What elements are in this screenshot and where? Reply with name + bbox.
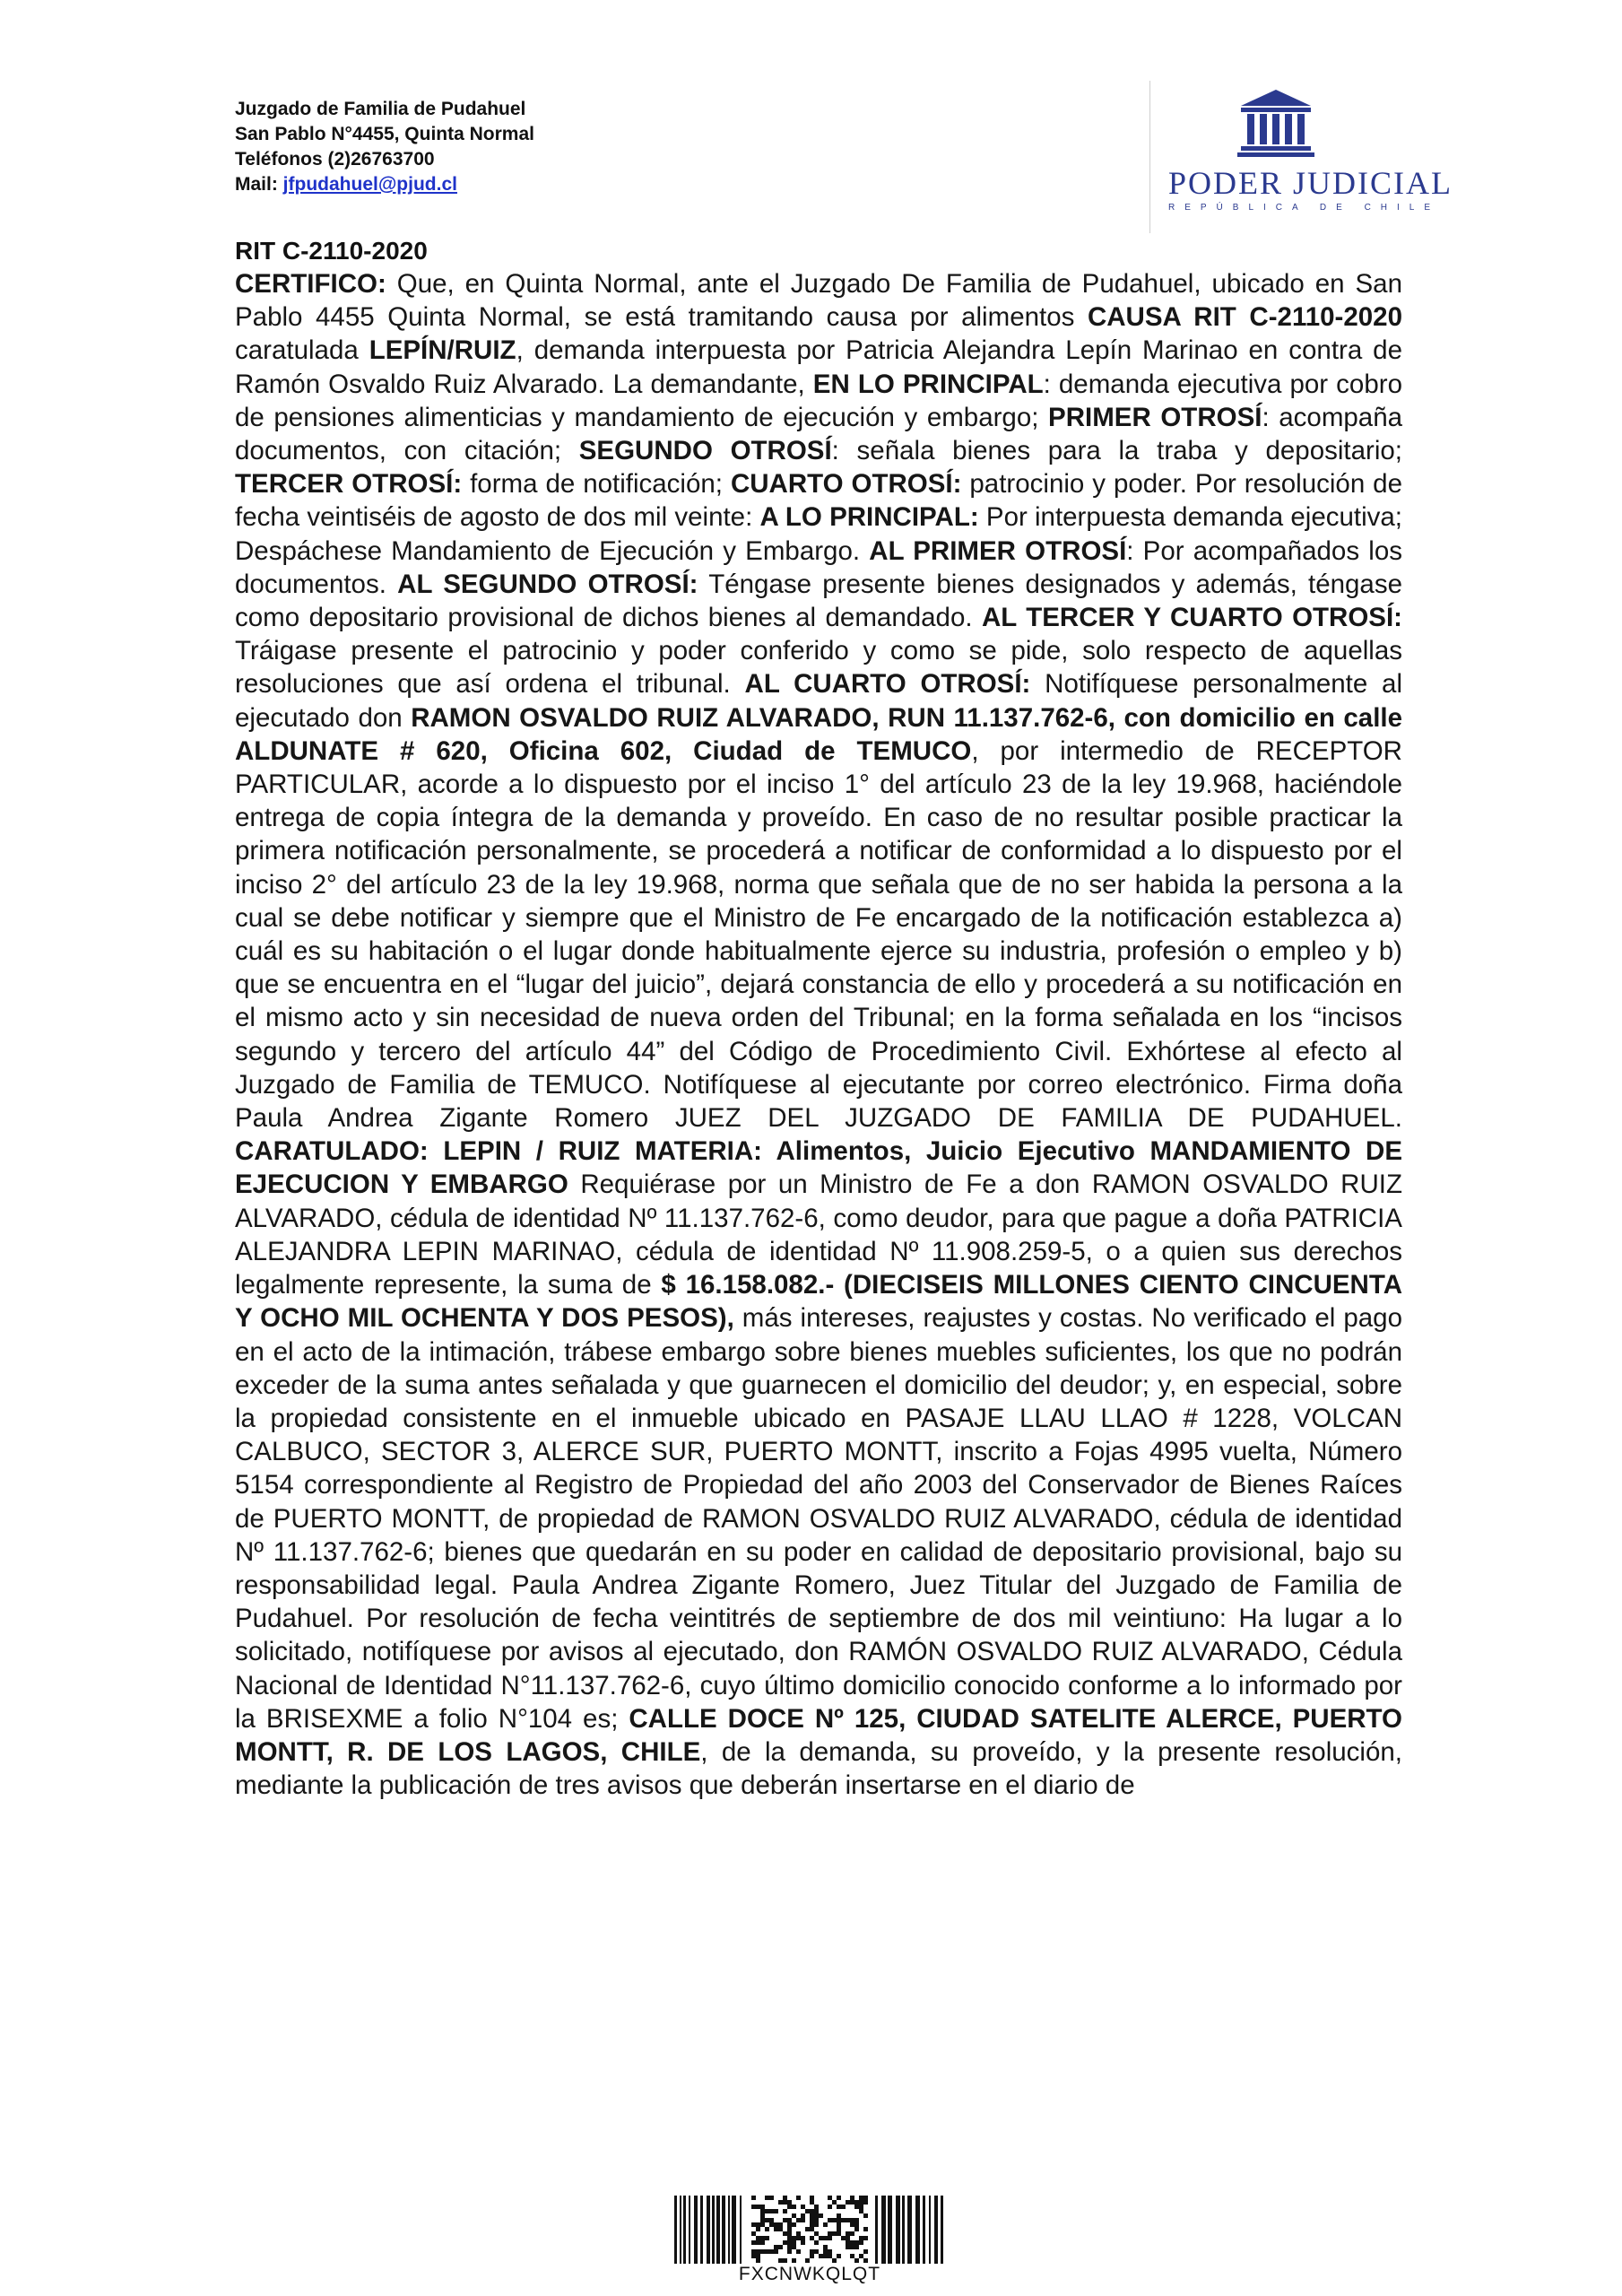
barcode-bar [769,2222,774,2227]
barcode-bar [907,2196,912,2264]
barcode-bar [774,2209,778,2213]
barcode-bar [828,2218,832,2222]
barcode-bar [810,2218,814,2222]
barcode-bar [859,2205,863,2209]
barcode-bar [837,2196,841,2200]
barcode-bar [832,2231,837,2236]
barcode-bar [859,2254,863,2258]
barcode-bar [837,2205,841,2209]
section-label: A LO PRINCIPAL: [759,502,979,533]
mail-label: Mail: [235,174,283,195]
barcode-bar [760,2218,765,2222]
barcode-bar [854,2205,859,2209]
barcode-bar [846,2218,850,2222]
barcode-bar [751,2240,756,2245]
barcode-bar [787,2227,792,2231]
barcode-bar [787,2245,792,2249]
court-mail [235,172,534,197]
barcode-bar [751,2196,756,2200]
section-label: EN LO PRINCIPAL [812,369,1044,399]
barcode-bar [774,2249,778,2254]
barcode-bar [854,2227,859,2231]
barcode-bar [814,2249,819,2254]
barcode-bar [841,2205,846,2209]
defendant-address: CALLE DOCE Nº 125, CIUDAD SATELITE ALERCE, PUERTO MONTT, R. DE LOS LAGOS, CHILE [235,1703,1402,1767]
barcode-bar [846,2240,850,2245]
barcode-bar [778,2200,783,2205]
body-text: : demanda ejecutiva por cobro de pensiones alimenticias y mandamiento de ejecución y embargo; [235,369,1402,432]
barcode-bar [841,2218,846,2222]
section-label: AL PRIMER OTROSÍ [869,535,1127,566]
barcode-bar [810,2227,814,2231]
body-text: Notifíquese personalmente al ejecutado don [235,669,1403,733]
barcode-bar [915,2196,920,2264]
barcode-bar [810,2196,814,2200]
amount-owed: $ 16.158.082.- (DIECISEIS MILLONES CIENTO CINCUENTA Y OCHO MIL OCHENTA Y DOS PESOS), [235,1270,1402,1334]
barcode-bar [863,2196,868,2200]
barcode-bar [850,2231,854,2236]
section-label: AL SEGUNDO OTROSÍ: [397,569,698,599]
barcode-bar [778,2258,783,2263]
body-text: , demanda interpuesta por Patricia Alejandra Lepín Marinao en contra de Ramón Osvaldo Ruiz Alvarado. La demandante, [235,335,1402,399]
barcode-bar [854,2222,859,2227]
body-text: Por interpuesta demanda ejecutiva; Despáchese Mandamiento de Ejecución y Embargo. [235,502,1403,566]
barcode-bar [832,2200,837,2205]
barcode-bar [756,2205,760,2209]
defendant-details: RAMON OSVALDO RUIZ ALVARADO, RUN 11.137.762-6, con domicilio en calle ALDUNATE # 620, Oficina 602, Ciudad de TEMUCO [235,702,1402,766]
barcode-bar [760,2240,765,2245]
barcode-bar [707,2196,710,2264]
barcode-bar [823,2254,828,2258]
barcode-bar [787,2205,792,2209]
barcode-bar [810,2200,814,2205]
barcode-bar [783,2231,787,2236]
barcode-bar [828,2249,832,2254]
barcode-bar [765,2218,769,2222]
body-text: Que, en Quinta Normal, ante el Juzgado De Familia de Pudahuel, ubicado en San Pablo 4455 Quinta Normal, se está tramitando causa por alimentos [235,269,1402,333]
barcode-bar [700,2196,703,2264]
body-text: : Por acompañados los documentos. [235,535,1402,599]
barcode-bar [787,2200,792,2205]
barcode-bar [941,2196,943,2264]
barcode-bar [778,2222,783,2227]
section-label: PRIMER OTROSÍ [1048,402,1262,432]
barcode-bar [819,2236,823,2240]
body-text: : señala bienes para la traba y depositario; [831,436,1402,466]
section-label: TERCER OTROSÍ: [235,469,463,500]
barcode-bar [756,2258,760,2263]
barcode-bar [814,2205,819,2209]
poder-judicial-logo [1149,81,1453,233]
barcode-bar [934,2196,938,2264]
barcode-bar [837,2227,841,2231]
barcode-bar [787,2249,792,2254]
barcode-bar [801,2240,805,2245]
logo-name: PODER JUDICIAL [1168,165,1453,201]
barcode-bar [783,2209,787,2213]
barcode-bar [863,2200,868,2205]
body-text: , por intermedio de RECEPTOR PARTICULAR, acorde a lo dispuesto por el inciso 1° del artículo 23 de la ley 19.968, haciéndole entrega de copia íntegra de la demanda y proveído. En caso de no resultar posible practicar la primera notificación personalmente, se procederá a notificar de conformidad a lo dispuesto por el inciso 2° del artículo 23 de la ley 19.968, norma que señala que de no ser habida la persona a la cual se debe notificar y siempre que el Ministro de Fe encargado de la notificación establezca a) cuál es su habitación o el lugar donde habitualmente ejerce su industria, profesión o empleo y b) que se encuentra en el “lugar del juicio”, dejará constancia de ello y procederá a su notificación en el mismo acto y sin necesidad de nueva orden del Tribunal; en la forma señalada en los “incisos segundo y tercero del artículo 44” del Código de Procedimiento Civil. Exhórtese al efecto al Juzgado de Familia de TEMUCO. Notifíquese al ejecutante por correo electrónico. Firma doña Paula Andrea Zigante Romero JUEZ DEL JUZGADO DE FAMILIA DE PUDAHUEL. [235,735,1402,1134]
barcode-bar [751,2231,756,2236]
barcode-bar [760,2213,765,2218]
barcode-bar [850,2222,854,2227]
barcode-bar [810,2249,814,2254]
barcode-bar [760,2209,765,2213]
barcode-bar [810,2222,814,2227]
barcode-bar [783,2240,787,2245]
barcode-bar [859,2200,863,2205]
barcode-bar [823,2249,828,2254]
barcode-bar [837,2254,841,2258]
barcode-bar [787,2236,792,2240]
barcode-bar [854,2200,859,2205]
barcode-bar [923,2196,925,2264]
barcode-bar [846,2236,850,2240]
barcode-bar [801,2205,805,2209]
certificate-body [235,267,1402,1802]
court-address: San Pablo N°4455, Quinta Normal [235,124,534,144]
barcode-bar [846,2231,850,2236]
barcode-bar [801,2213,805,2218]
barcode-bar [769,2249,774,2254]
barcode-bar [810,2254,814,2258]
barcode-bar [796,2231,801,2236]
certifico-label: CERTIFICO: [235,269,386,299]
barcode-bar [765,2196,769,2200]
barcode-bar [875,2196,878,2264]
barcode-bar [774,2227,778,2231]
barcode-bar [805,2258,810,2263]
section-label: AL CUARTO OTROSÍ: [744,669,1031,700]
barcode-bar [787,2218,792,2222]
barcode-bar [683,2196,686,2264]
barcode-bar [801,2236,805,2240]
barcode-bar [837,2231,841,2236]
barcode-bar [787,2222,792,2227]
barcode-bar [814,2218,819,2222]
barcode-bar [760,2236,765,2240]
barcode-bar [828,2205,832,2209]
barcode-bar [792,2245,796,2249]
barcode-bar [796,2218,801,2222]
barcode-bar [810,2209,814,2213]
barcode-bar [756,2227,760,2231]
barcode-bar [765,2227,769,2231]
barcode-bar [756,2236,760,2240]
barcode-bar [805,2209,810,2213]
barcode-bar [751,2254,756,2258]
barcode-bar [888,2196,892,2264]
barcode-bar [854,2218,859,2222]
barcode-bar [728,2196,730,2264]
barcode-bar [837,2213,841,2218]
courthouse-icon [1236,86,1316,158]
barcode-bar [792,2258,796,2263]
barcode-bar [732,2196,736,2264]
barcode-bar [801,2218,805,2222]
barcode-bar [814,2240,819,2245]
barcode-bar [769,2218,774,2222]
caratulado-heading: CARATULADO: LEPIN / RUIZ MATERIA: Alimentos, Juicio Ejecutivo MANDAMIENTO DE EJECUCION Y EMBARGO [235,1136,1402,1200]
barcode-bar [792,2213,796,2218]
barcode-bar [796,2196,801,2200]
barcode-bar [765,2249,769,2254]
barcode-bar [783,2258,787,2263]
barcode-bar [751,2249,756,2254]
barcode-bar [740,2196,742,2264]
body-text: forma de notificación; [462,469,731,500]
barcode-bar [792,2222,796,2227]
body-text: , de la demanda, su proveído, y la presente resolución, mediante la publicación de tres avisos que deberán insertarse en el diario de [235,1736,1402,1801]
barcode-bar [823,2245,828,2249]
barcode-bar [846,2245,850,2249]
barcode-bar [854,2258,859,2263]
barcode-bar [783,2200,787,2205]
barcode-bar [805,2227,810,2231]
barcode-bar [841,2236,846,2240]
barcode-bar [814,2213,819,2218]
barcode-bar [859,2209,863,2213]
court-name: Juzgado de Familia de Pudahuel [235,99,526,119]
barcode-bar [694,2196,698,2264]
barcode-bar [863,2236,868,2240]
barcode-bar [823,2236,828,2240]
barcode-bar [760,2222,765,2227]
barcode-bar [859,2240,863,2245]
barcode-bar [929,2196,931,2264]
barcode-bar [722,2196,725,2264]
barcode-bar [814,2209,819,2213]
barcode-bar [778,2245,783,2249]
barcode-bar [796,2236,801,2240]
barcode-bar [837,2218,841,2222]
verification-code: FXCNWKQLQT [738,2264,881,2284]
barcode-bar [850,2218,854,2222]
body-text: patrocinio y poder. Por resolución de fecha veintiséis de agosto de dos mil veinte: [235,469,1402,533]
barcode-bar [819,2254,823,2258]
barcode-bar [850,2196,854,2200]
barcode-bar [823,2222,828,2227]
barcode-bar [751,2205,756,2209]
barcode-bar [774,2222,778,2227]
barcode-bar [832,2218,837,2222]
section-label: AL TERCER Y CUARTO OTROSÍ: [982,603,1403,633]
section-label: CUARTO OTROSÍ: [730,469,962,500]
barcode-bar [854,2240,859,2245]
barcode-bar [783,2218,787,2222]
body-text: caratulada [235,335,369,366]
section-label: SEGUNDO OTROSÍ [578,436,832,466]
court-phones: Teléfonos (2)26763700 [235,149,435,170]
barcode-bar [674,2196,677,2264]
barcode-bar [756,2240,760,2245]
body-text: Tráigase presente el patrocinio y poder conferido y como se pide, solo respecto de aquellas resoluciones que así ordena el tribunal. [235,636,1402,700]
barcode-bar [769,2209,774,2213]
barcode-bar [765,2236,769,2240]
barcode-bar [689,2196,690,2264]
barcode-bar [837,2222,841,2227]
barcode-bar [828,2231,832,2236]
barcode-icon [674,2196,945,2264]
barcode-bar [854,2245,859,2249]
body-text: : acompaña documentos, con citación; [235,402,1403,466]
barcode-bar [846,2200,850,2205]
barcode-bar [769,2196,774,2200]
barcode-bar [810,2236,814,2240]
barcode-bar [756,2222,760,2227]
mail-link[interactable]: jfpudahuel@pjud.cl [282,174,457,195]
barcode-bar [756,2254,760,2258]
barcode-bar [760,2205,765,2209]
barcode-bar [765,2209,769,2213]
barcode-bar [814,2231,819,2236]
barcode-bar [760,2249,765,2254]
barcode-bar [778,2227,783,2231]
barcode-bar [863,2227,868,2231]
body-text: más intereses, reajustes y costas. No verificado el pago en el acto de la intimación, trábese embargo sobre bienes muebles suficientes, los que no podrán exceder de la suma antes señalada y que guarnecen el domicilio del deudor; y, en especial, sobre la propiedad consistente en el inmueble ubicado en PASAJE LLAU LLAO # 1228, VOLCAN CALBUCO, SECTOR 3, ALERCE SUR, PUERTO MONTT, inscrito a Fojas 4995 vuelta, Número 5154 correspondiente al Registro de Propiedad del año 2003 del Conservador de Bienes Raíces de PUERTO MONTT, de propiedad de RAMON OSVALDO RUIZ ALVARADO, cédula de identidad Nº 11.137.762-6; bienes que quedarán en su poder en calidad de depositario provisional, bajo su responsabilidad legal. Paula Andrea Zigante Romero, Juez Titular del Juzgado de Familia de Pudahuel. Por resolución de fecha veintitrés de septiembre de dos mil veintiuno: Ha lugar a lo solicitado, notifíquese por avisos al ejecutado, don RAMÓN OSVALDO RUIZ ALVARADO, Cédula Nacional de Identidad N°11.137.762-6, cuyo último domicilio conocido conforme a lo informado por la BRISEXME a folio N°104 es; [235,1303,1402,1734]
barcode-bar [828,2196,832,2200]
barcode-bar [680,2196,681,2264]
barcode-bar [902,2196,905,2264]
court-header [235,97,534,197]
barcode-bar [850,2240,854,2245]
barcode-bar [814,2222,819,2227]
barcode-bar [796,2249,801,2254]
barcode-bar [792,2205,796,2209]
barcode-bar [863,2249,868,2254]
barcode-bar [783,2196,787,2200]
barcode-bar [810,2213,814,2218]
barcode-bar [787,2231,792,2236]
case-caption: LEPÍN/RUIZ [369,335,516,366]
case-rit-bold: CAUSA RIT C-2110-2020 [1087,302,1402,333]
barcode-bar [850,2254,854,2258]
barcode-bar [881,2196,886,2264]
barcode-bar [863,2213,868,2218]
body-text: Téngase presente bienes designados y además, téngase como depositario provisional de dichos bienes al demandado. [235,569,1402,633]
barcode-bar [774,2245,778,2249]
barcode-bar [863,2258,868,2263]
barcode-bar [712,2196,715,2264]
barcode-bar [792,2240,796,2245]
barcode-bar [819,2213,823,2218]
barcode-bar [787,2240,792,2245]
barcode-bar [850,2200,854,2205]
barcode-bar [859,2196,863,2200]
barcode-bar [792,2236,796,2240]
barcode-bar [751,2222,756,2227]
barcode-bar [828,2254,832,2258]
case-rit: RIT C-2110-2020 [235,237,428,265]
logo-subtitle: REPÚBLICA DE CHILE [1168,203,1441,213]
barcode-bar [859,2236,863,2240]
barcode-bar [756,2249,760,2254]
barcode-bar [828,2236,832,2240]
barcode-bar [832,2258,837,2263]
barcode-bar [716,2196,720,2264]
body-text: Requiérase por un Ministro de Fe a don RAMON OSVALDO RUIZ ALVARADO, cédula de identidad Nº 11.137.762-6, como deudor, para que pague a doña PATRICIA ALEJANDRA LEPIN MARINAO, cédula de identidad Nº 11.908.259-5, o a quien sus derechos legalmente represente, la suma de [235,1170,1402,1300]
barcode-bar [850,2245,854,2249]
barcode-bar [896,2196,900,2264]
